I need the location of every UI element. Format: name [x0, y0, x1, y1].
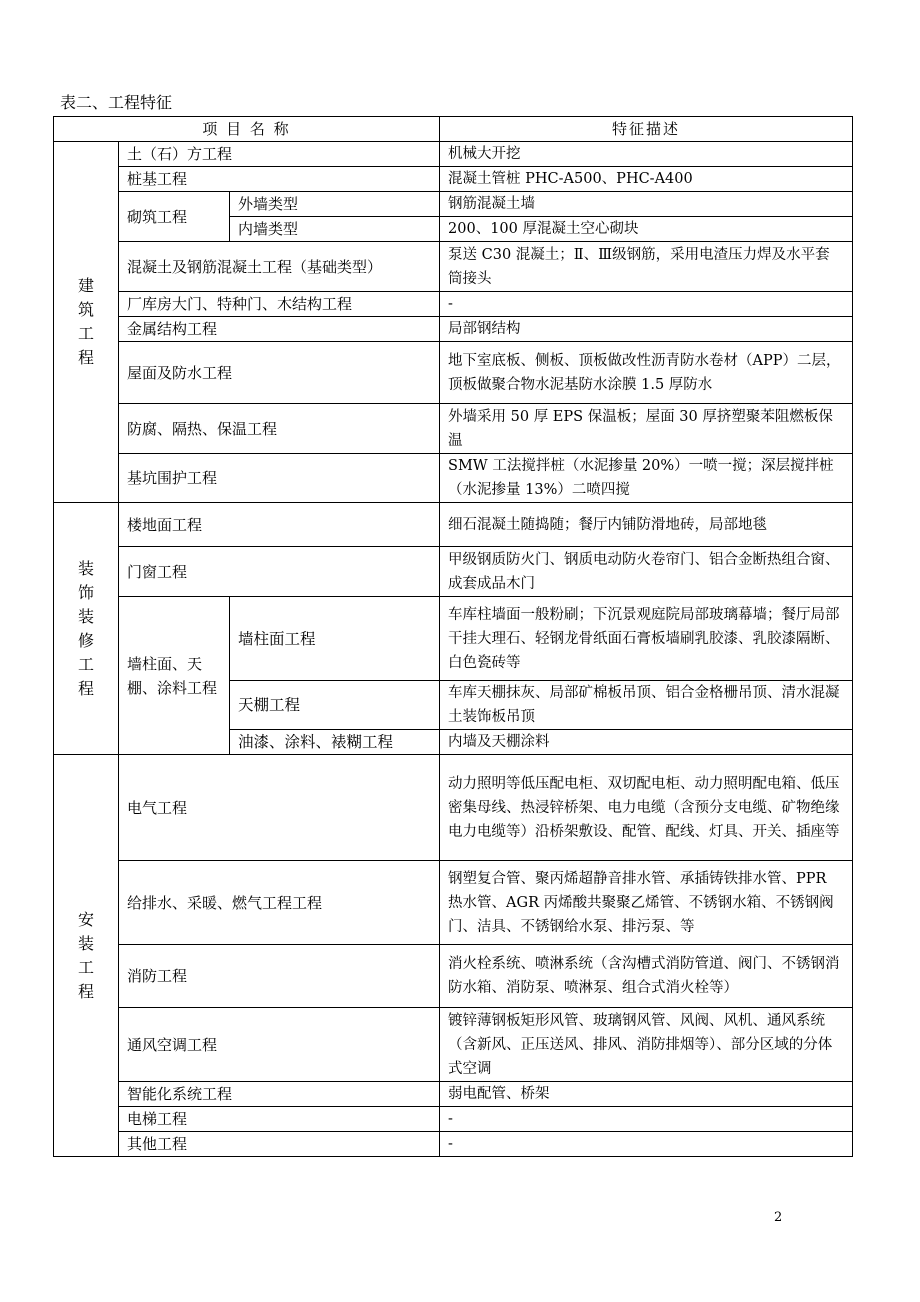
table-row [54, 1008, 853, 1082]
table-row [54, 192, 853, 217]
table-row [54, 1132, 853, 1157]
table-row [54, 142, 853, 167]
item-name: 混凝土及钢筋混凝土工程（基础类型） [119, 242, 440, 292]
table-row [54, 1082, 853, 1107]
header-feature-description: 特征描述 [440, 117, 853, 142]
item-name: 门窗工程 [119, 547, 440, 597]
item-name: 电梯工程 [119, 1107, 440, 1132]
item-description: 200、100 厚混凝土空心砌块 [440, 217, 853, 242]
table-row [54, 292, 853, 317]
item-name: 砌筑工程 [119, 192, 230, 242]
category-installation: 安装工程 [54, 755, 119, 1157]
item-description: 细石混凝土随捣随；餐厅内铺防滑地砖，局部地毯 [440, 503, 853, 547]
table-row [54, 1107, 853, 1132]
item-description: 局部钢结构 [440, 317, 853, 342]
item-description: 钢塑复合管、聚丙烯超静音排水管、承插铸铁排水管、PPR 热水管、AGR 丙烯酸共聚聚乙烯管、不锈钢水箱、不锈钢阀门、洁具、不锈钢给水泵、排污泵、等 [440, 861, 853, 945]
sub-item-name: 内墙类型 [230, 217, 440, 242]
category-decoration: 装饰装修工程 [54, 503, 119, 755]
item-description: 钢筋混凝土墙 [440, 192, 853, 217]
item-description: - [440, 292, 853, 317]
item-description: 外墙采用 50 厚 EPS 保温板；屋面 30 厚挤塑聚苯阻燃板保温 [440, 404, 853, 454]
table-row [54, 755, 853, 861]
item-description: 车库天棚抹灰、局部矿棉板吊顶、铝合金格栅吊顶、清水混凝土装饰板吊顶 [440, 681, 853, 730]
item-name: 基坑围护工程 [119, 454, 440, 503]
item-description: 泵送 C30 混凝土；Ⅱ、Ⅲ级钢筋，采用电渣压力焊及水平套筒接头 [440, 242, 853, 292]
item-description: - [440, 1132, 853, 1157]
table-row [54, 317, 853, 342]
item-description: 车库柱墙面一般粉刷；下沉景观庭院局部玻璃幕墙；餐厅局部干挂大理石、轻钢龙骨纸面石膏板墙刷乳胶漆、乳胶漆隔断、白色瓷砖等 [440, 597, 853, 681]
item-name: 智能化系统工程 [119, 1082, 440, 1107]
item-name: 土（石）方工程 [119, 142, 440, 167]
table-row [54, 454, 853, 503]
item-name: 金属结构工程 [119, 317, 440, 342]
sub-item-name: 天棚工程 [230, 681, 440, 730]
table-row [54, 503, 853, 547]
item-description: 甲级钢质防火门、钢质电动防火卷帘门、铝合金断热组合窗、成套成品木门 [440, 547, 853, 597]
item-description: 消火栓系统、喷淋系统（含沟槽式消防管道、阀门、不锈钢消防水箱、消防泵、喷淋泵、组合式消火栓等） [440, 945, 853, 1008]
item-name: 防腐、隔热、保温工程 [119, 404, 440, 454]
page-number: 2 [774, 1210, 783, 1225]
table-row [54, 597, 853, 681]
item-description: 机械大开挖 [440, 142, 853, 167]
item-name: 电气工程 [119, 755, 440, 861]
item-description: SMW 工法搅拌桩（水泥掺量 20%）一喷一搅；深层搅拌桩（水泥掺量 13%）二喷四搅 [440, 454, 853, 503]
item-name: 屋面及防水工程 [119, 342, 440, 404]
item-description: - [440, 1107, 853, 1132]
item-description: 内墙及天棚涂料 [440, 730, 853, 755]
table-row [54, 861, 853, 945]
item-name: 给排水、采暖、燃气工程工程 [119, 861, 440, 945]
table-row [54, 242, 853, 292]
item-name: 其他工程 [119, 1132, 440, 1157]
table-row [54, 547, 853, 597]
sub-item-name: 墙柱面工程 [230, 597, 440, 681]
sub-item-name: 油漆、涂料、裱糊工程 [230, 730, 440, 755]
table-row [54, 404, 853, 454]
item-name: 通风空调工程 [119, 1008, 440, 1082]
item-description: 弱电配管、桥架 [440, 1082, 853, 1107]
header-project-name: 项 目 名 称 [54, 117, 440, 142]
item-description: 混凝土管桩 PHC-A500、PHC-A400 [440, 167, 853, 192]
item-name: 桩基工程 [119, 167, 440, 192]
item-name: 墙柱面、天棚、涂料工程 [119, 597, 230, 755]
category-building: 建筑工程 [54, 142, 119, 503]
table-row [54, 945, 853, 1008]
table-header-row [54, 117, 853, 142]
item-name: 消防工程 [119, 945, 440, 1008]
item-name: 厂库房大门、特种门、木结构工程 [119, 292, 440, 317]
item-name: 楼地面工程 [119, 503, 440, 547]
table-row [54, 167, 853, 192]
sub-item-name: 外墙类型 [230, 192, 440, 217]
item-description: 镀锌薄钢板矩形风管、玻璃钢风管、风阀、风机、通风系统（含新风、正压送风、排风、消防排烟等）、部分区域的分体式空调 [440, 1008, 853, 1082]
item-description: 地下室底板、侧板、顶板做改性沥青防水卷材（APP）二层，顶板做聚合物水泥基防水涂膜 1.5 厚防水 [440, 342, 853, 404]
table-caption: 表二、工程特征 [60, 93, 173, 112]
engineering-features-table [53, 116, 853, 1157]
item-description: 动力照明等低压配电柜、双切配电柜、动力照明配电箱、低压密集母线、热浸锌桥架、电力电缆（含预分支电缆、矿物绝缘电力电缆等）沿桥架敷设、配管、配线、灯具、开关、插座等 [440, 755, 853, 861]
table-row [54, 342, 853, 404]
